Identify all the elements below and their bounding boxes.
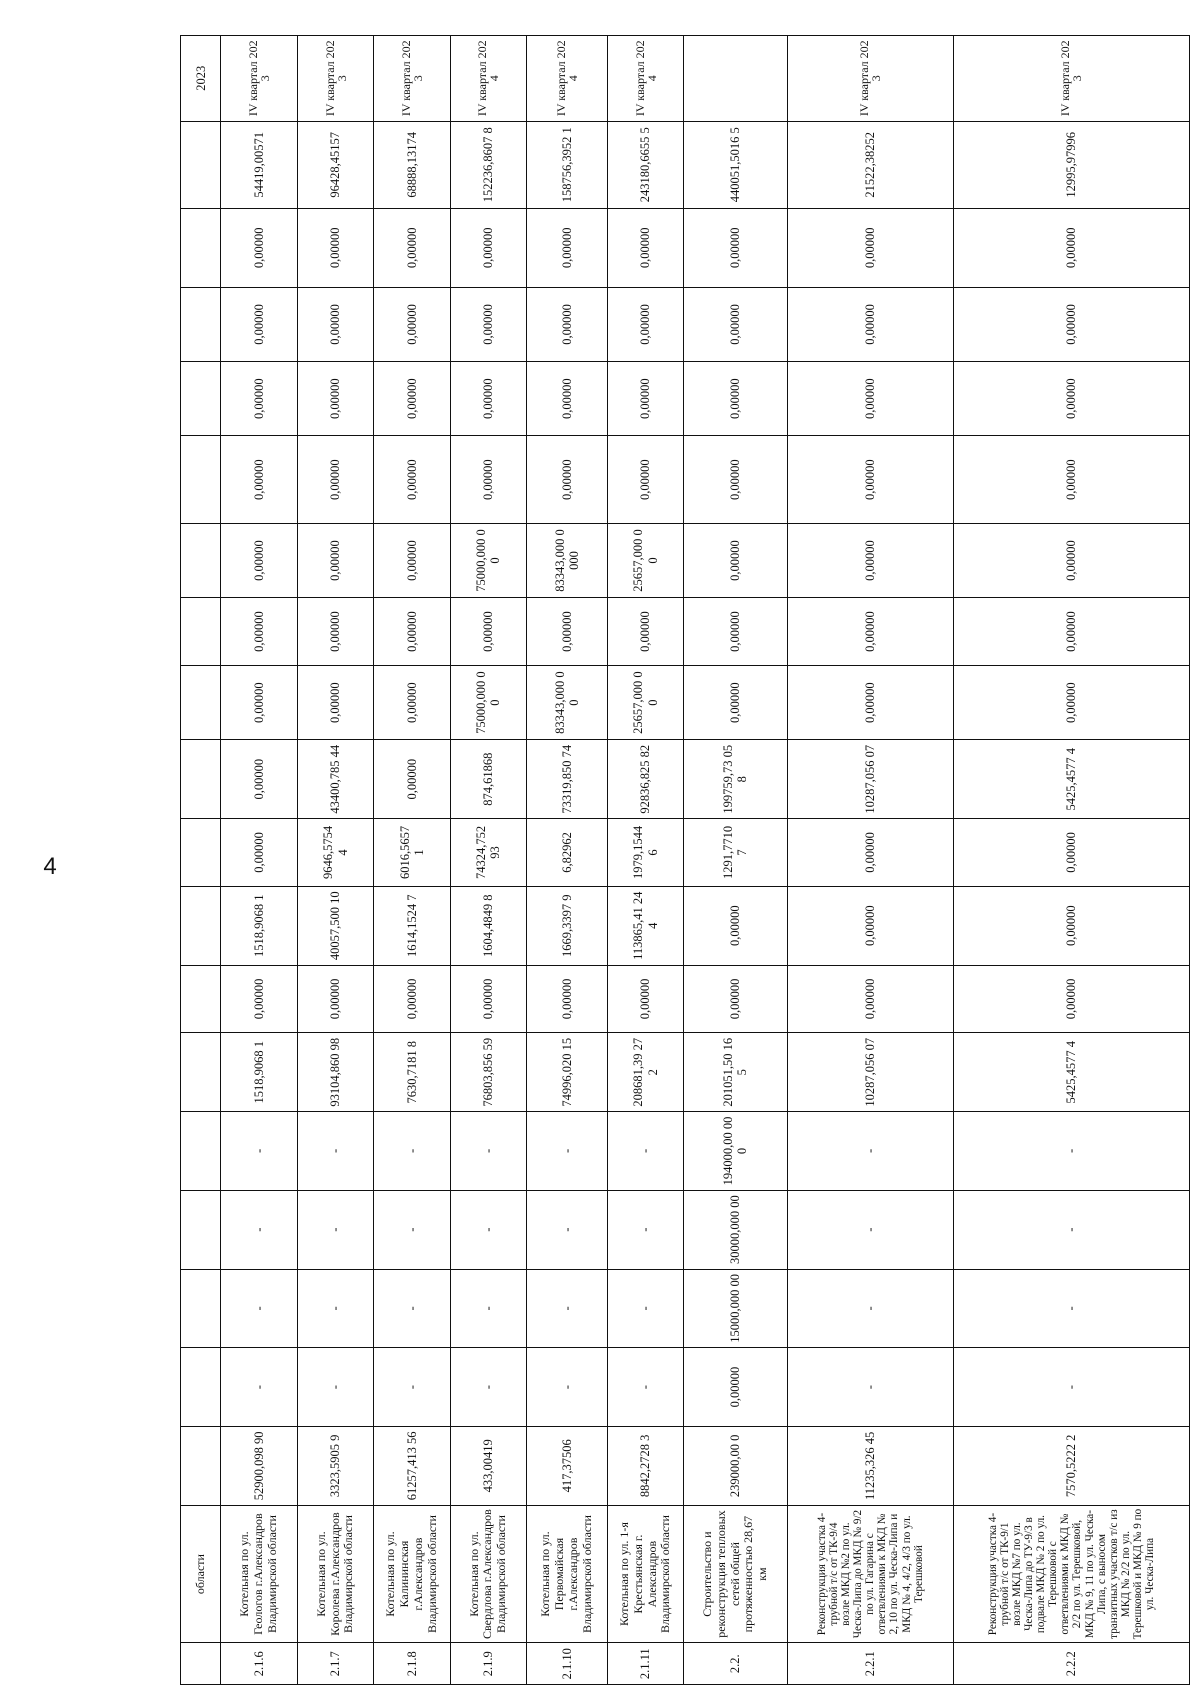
- period-cell: IV квартал 2024: [527, 36, 608, 122]
- value-cell: 0,00000: [607, 965, 683, 1033]
- value-cell: -: [221, 1269, 297, 1348]
- header-cell: [181, 598, 221, 666]
- value-cell: 201051,50 165: [684, 1033, 787, 1112]
- value-cell: 0,00000: [787, 598, 953, 666]
- value-cell: -: [450, 1190, 526, 1269]
- value-cell: -: [221, 1348, 297, 1427]
- period-cell: IV квартал 2024: [450, 36, 526, 122]
- table-row: [787, 36, 953, 1685]
- header-cell: [181, 1112, 221, 1191]
- value-cell: 0,00000: [787, 965, 953, 1033]
- value-cell: 0,00000: [527, 598, 608, 666]
- value-cell: 1518,9068 1: [221, 1033, 297, 1112]
- header-cell: [181, 1033, 221, 1112]
- header-cell: [181, 965, 221, 1033]
- value-cell: 1669,3397 9: [527, 886, 608, 965]
- value-cell: -: [607, 1348, 683, 1427]
- value-cell: 11235,326 45: [787, 1426, 953, 1505]
- value-cell: -: [297, 1348, 373, 1427]
- value-cell: 75000,000 00: [450, 523, 526, 597]
- row-number-cell: 2.1.10: [527, 1643, 608, 1685]
- value-cell: 113865,41 244: [607, 886, 683, 965]
- value-cell: -: [953, 1348, 1189, 1427]
- value-cell: 1979,1544 6: [607, 819, 683, 887]
- value-cell: 0,00000: [684, 666, 787, 740]
- table-row: [527, 36, 608, 1685]
- value-cell: 0,00000: [374, 436, 450, 523]
- value-cell: 1604,4849 8: [450, 886, 526, 965]
- value-cell: 0,00000: [374, 208, 450, 287]
- value-cell: -: [450, 1348, 526, 1427]
- value-cell: 158756,3952 1: [527, 121, 608, 208]
- period-cell: IV квартал 2023: [221, 36, 297, 122]
- value-cell: 1614,1524 7: [374, 886, 450, 965]
- value-cell: 0,00000: [374, 523, 450, 597]
- header-cell: [181, 362, 221, 436]
- value-cell: 0,00000: [953, 819, 1189, 887]
- value-cell: 0,00000: [450, 208, 526, 287]
- value-cell: 0,00000: [527, 436, 608, 523]
- table-row: [684, 36, 787, 1685]
- value-cell: 8842,2728 3: [607, 1426, 683, 1505]
- value-cell: 0,00000: [953, 436, 1189, 523]
- value-cell: -: [607, 1190, 683, 1269]
- table-body: [181, 36, 1190, 1685]
- header-cell: [181, 287, 221, 361]
- value-cell: -: [953, 1190, 1189, 1269]
- value-cell: -: [527, 1269, 608, 1348]
- header-id-cell: [181, 1643, 221, 1685]
- value-cell: 43400,785 44: [297, 740, 373, 819]
- value-cell: 0,00000: [221, 666, 297, 740]
- value-cell: 0,00000: [450, 362, 526, 436]
- value-cell: 0,00000: [953, 965, 1189, 1033]
- period-cell: IV квартал 2023: [374, 36, 450, 122]
- object-name-cell: Котельная по ул. Геологов г.Александров Владимирской области: [221, 1505, 297, 1643]
- value-cell: 0,00000: [221, 362, 297, 436]
- value-cell: 0,00000: [221, 208, 297, 287]
- table-row: [450, 36, 526, 1685]
- value-cell: 5425,4577 4: [953, 740, 1189, 819]
- value-cell: 92836,825 82: [607, 740, 683, 819]
- value-cell: -: [527, 1348, 608, 1427]
- header-cell: [181, 436, 221, 523]
- value-cell: 0,00000: [527, 965, 608, 1033]
- value-cell: 75000,000 00: [450, 666, 526, 740]
- table-row: [607, 36, 683, 1685]
- value-cell: 6016,5657 1: [374, 819, 450, 887]
- header-cell: [181, 208, 221, 287]
- value-cell: 30000,000 00: [684, 1190, 787, 1269]
- value-cell: 208681,39 272: [607, 1033, 683, 1112]
- value-cell: 0,00000: [297, 208, 373, 287]
- value-cell: 0,00000: [607, 436, 683, 523]
- value-cell: -: [374, 1348, 450, 1427]
- value-cell: 93104,860 98: [297, 1033, 373, 1112]
- value-cell: 0,00000: [297, 965, 373, 1033]
- object-name-cell: Котельная по ул. Калининская г.Александров Владимирской области: [374, 1505, 450, 1643]
- table-row: [374, 36, 450, 1685]
- value-cell: 417,37506: [527, 1426, 608, 1505]
- value-cell: 440051,5016 5: [684, 121, 787, 208]
- value-cell: 73319,850 74: [527, 740, 608, 819]
- value-cell: -: [787, 1348, 953, 1427]
- value-cell: 0,00000: [374, 666, 450, 740]
- table-row: [297, 36, 373, 1685]
- value-cell: 0,00000: [953, 362, 1189, 436]
- header-object-cell: области: [181, 1505, 221, 1643]
- page-number: 4: [43, 853, 57, 880]
- value-cell: -: [607, 1112, 683, 1191]
- value-cell: 1518,9068 1: [221, 886, 297, 965]
- header-cell: [181, 1348, 221, 1427]
- value-cell: 0,00000: [221, 740, 297, 819]
- value-cell: -: [787, 1112, 953, 1191]
- header-cell: [181, 886, 221, 965]
- value-cell: 433,00419: [450, 1426, 526, 1505]
- value-cell: 0,00000: [684, 208, 787, 287]
- value-cell: 0,00000: [787, 208, 953, 287]
- value-cell: 152236,8607 8: [450, 121, 526, 208]
- value-cell: 0,00000: [787, 287, 953, 361]
- value-cell: 0,00000: [953, 287, 1189, 361]
- value-cell: 52900,098 90: [221, 1426, 297, 1505]
- value-cell: 0,00000: [374, 362, 450, 436]
- value-cell: -: [450, 1269, 526, 1348]
- value-cell: 9646,5754 4: [297, 819, 373, 887]
- value-cell: 0,00000: [684, 287, 787, 361]
- value-cell: 0,00000: [607, 287, 683, 361]
- header-period-cell: 2023: [181, 36, 221, 122]
- value-cell: 96428,45157: [297, 121, 373, 208]
- value-cell: -: [297, 1190, 373, 1269]
- value-cell: 0,00000: [221, 287, 297, 361]
- value-cell: 7630,7181 8: [374, 1033, 450, 1112]
- value-cell: 74324,752 93: [450, 819, 526, 887]
- value-cell: 0,00000: [221, 819, 297, 887]
- value-cell: 0,00000: [374, 740, 450, 819]
- value-cell: -: [297, 1112, 373, 1191]
- value-cell: 874,61868: [450, 740, 526, 819]
- row-number-cell: 2.1.6: [221, 1643, 297, 1685]
- value-cell: 10287,056 07: [787, 740, 953, 819]
- value-cell: -: [787, 1269, 953, 1348]
- value-cell: 3323,5905 9: [297, 1426, 373, 1505]
- value-cell: 0,00000: [953, 523, 1189, 597]
- value-cell: -: [953, 1112, 1189, 1191]
- value-cell: 10287,056 07: [787, 1033, 953, 1112]
- value-cell: 83343,000 0000: [527, 523, 608, 597]
- object-name-cell: Реконструкция участка 4-трубной т/с от ТК-9/1 возле МКД №7 по ул. Ческа-Липа до ТУ-9/3 в подвале МКД № 2 по ул. Терешковой с ответвлениями к МКД № 2/2 по ул. Терешковой, МКД № 9, 11 по ул. Ческа-Липа, с выносом транзитных участков т/с из МКД № 2/2 по ул. Терешковой и МКД № 9 по ул. Ческа-Липа: [953, 1505, 1189, 1643]
- investment-program-table: [180, 35, 1190, 1685]
- value-cell: 0,00000: [297, 666, 373, 740]
- value-cell: -: [607, 1269, 683, 1348]
- value-cell: 0,00000: [450, 436, 526, 523]
- value-cell: 0,00000: [297, 287, 373, 361]
- value-cell: -: [527, 1190, 608, 1269]
- row-number-cell: 2.2.: [684, 1643, 787, 1685]
- row-number-cell: 2.1.8: [374, 1643, 450, 1685]
- value-cell: 0,00000: [450, 965, 526, 1033]
- value-cell: 0,00000: [953, 666, 1189, 740]
- value-cell: 40057,500 10: [297, 886, 373, 965]
- object-name-cell: Реконструкция участка 4-трубной т/с от ТК-9/4 возле МКД №2 по ул. Ческа-Липа до МКД № 9/2 по ул. Гагарина с ответвлениями к МКД № 2, 10 по ул. Ческа-Липа и МКД № 4, 4/2, 4/3 по ул. Терешковой: [787, 1505, 953, 1643]
- value-cell: 0,00000: [953, 208, 1189, 287]
- period-cell: [684, 36, 787, 122]
- value-cell: 0,00000: [297, 523, 373, 597]
- table-row: [953, 36, 1189, 1685]
- value-cell: 0,00000: [527, 362, 608, 436]
- value-cell: 0,00000: [527, 287, 608, 361]
- value-cell: 25657,000 00: [607, 523, 683, 597]
- object-name-cell: Котельная по ул. Свердлова г.Александров Владимирской области: [450, 1505, 526, 1643]
- value-cell: 83343,000 00: [527, 666, 608, 740]
- header-cell: [181, 740, 221, 819]
- header-cell: [181, 523, 221, 597]
- value-cell: 0,00000: [607, 208, 683, 287]
- value-cell: 0,00000: [221, 523, 297, 597]
- object-name-cell: Котельная по ул. Королева г.Александров Владимирской области: [297, 1505, 373, 1643]
- value-cell: 5425,4577 4: [953, 1033, 1189, 1112]
- row-number-cell: 2.1.11: [607, 1643, 683, 1685]
- value-cell: 0,00000: [684, 598, 787, 666]
- value-cell: 0,00000: [450, 287, 526, 361]
- value-cell: -: [374, 1269, 450, 1348]
- value-cell: 0,00000: [684, 1348, 787, 1427]
- header-cell: [181, 666, 221, 740]
- rotated-table-container: [180, 35, 1190, 1685]
- value-cell: 0,00000: [684, 436, 787, 523]
- value-cell: 0,00000: [374, 598, 450, 666]
- value-cell: -: [953, 1269, 1189, 1348]
- value-cell: 194000,00 000: [684, 1112, 787, 1191]
- value-cell: 0,00000: [297, 598, 373, 666]
- object-name-cell: Котельная по ул. Первомайская г.Александров Владимирской области: [527, 1505, 608, 1643]
- value-cell: 0,00000: [450, 598, 526, 666]
- object-name-cell: Котельная по ул. 1-я Крестьянская г. Александров Владимирской области: [607, 1505, 683, 1643]
- value-cell: 7570,5222 2: [953, 1426, 1189, 1505]
- row-number-cell: 2.1.7: [297, 1643, 373, 1685]
- value-cell: 0,00000: [221, 598, 297, 666]
- value-cell: 0,00000: [374, 287, 450, 361]
- period-cell: IV квартал 2024: [607, 36, 683, 122]
- header-cell: [181, 121, 221, 208]
- row-number-cell: 2.2.2: [953, 1643, 1189, 1685]
- value-cell: 0,00000: [684, 523, 787, 597]
- value-cell: 76803,856 59: [450, 1033, 526, 1112]
- value-cell: -: [527, 1112, 608, 1191]
- row-number-cell: 2.1.9: [450, 1643, 526, 1685]
- value-cell: -: [221, 1112, 297, 1191]
- value-cell: 0,00000: [221, 436, 297, 523]
- value-cell: -: [221, 1190, 297, 1269]
- period-cell: IV квартал 2023: [297, 36, 373, 122]
- value-cell: 239000,00 0: [684, 1426, 787, 1505]
- header-cell: [181, 1269, 221, 1348]
- value-cell: 74996,020 15: [527, 1033, 608, 1112]
- header-cell: [181, 1190, 221, 1269]
- value-cell: 0,00000: [374, 965, 450, 1033]
- value-cell: 0,00000: [607, 362, 683, 436]
- value-cell: 1291,7710 7: [684, 819, 787, 887]
- table-row: [221, 36, 297, 1685]
- value-cell: 68888,13174: [374, 121, 450, 208]
- value-cell: 0,00000: [684, 886, 787, 965]
- row-number-cell: 2.2.1: [787, 1643, 953, 1685]
- value-cell: 0,00000: [953, 598, 1189, 666]
- value-cell: 0,00000: [787, 666, 953, 740]
- value-cell: 0,00000: [221, 965, 297, 1033]
- value-cell: -: [787, 1190, 953, 1269]
- value-cell: 0,00000: [787, 819, 953, 887]
- value-cell: 0,00000: [297, 436, 373, 523]
- value-cell: 0,00000: [787, 362, 953, 436]
- value-cell: -: [450, 1112, 526, 1191]
- value-cell: -: [374, 1112, 450, 1191]
- value-cell: 12995,97996: [953, 121, 1189, 208]
- value-cell: 21522,38252: [787, 121, 953, 208]
- value-cell: 0,00000: [607, 598, 683, 666]
- value-cell: 0,00000: [787, 436, 953, 523]
- period-cell: IV квартал 2023: [787, 36, 953, 122]
- value-cell: 0,00000: [787, 523, 953, 597]
- period-cell: IV квартал 2023: [953, 36, 1189, 122]
- value-cell: 15000,000 00: [684, 1269, 787, 1348]
- header-cell: [181, 1426, 221, 1505]
- object-name-cell: Строительство и реконструкция тепловых сетей общей протяженностью 28,67 км: [684, 1505, 787, 1643]
- value-cell: -: [374, 1190, 450, 1269]
- value-cell: 0,00000: [527, 208, 608, 287]
- value-cell: 0,00000: [953, 886, 1189, 965]
- value-cell: 243180,6655 5: [607, 121, 683, 208]
- value-cell: 0,00000: [684, 362, 787, 436]
- value-cell: 199759,73 058: [684, 740, 787, 819]
- value-cell: 54419,00571: [221, 121, 297, 208]
- value-cell: 0,00000: [684, 965, 787, 1033]
- value-cell: 61257,413 56: [374, 1426, 450, 1505]
- value-cell: 6,82962: [527, 819, 608, 887]
- table-header-row: [181, 36, 221, 1685]
- value-cell: 25657,000 00: [607, 666, 683, 740]
- value-cell: -: [297, 1269, 373, 1348]
- value-cell: 0,00000: [297, 362, 373, 436]
- value-cell: 0,00000: [787, 886, 953, 965]
- header-cell: [181, 819, 221, 887]
